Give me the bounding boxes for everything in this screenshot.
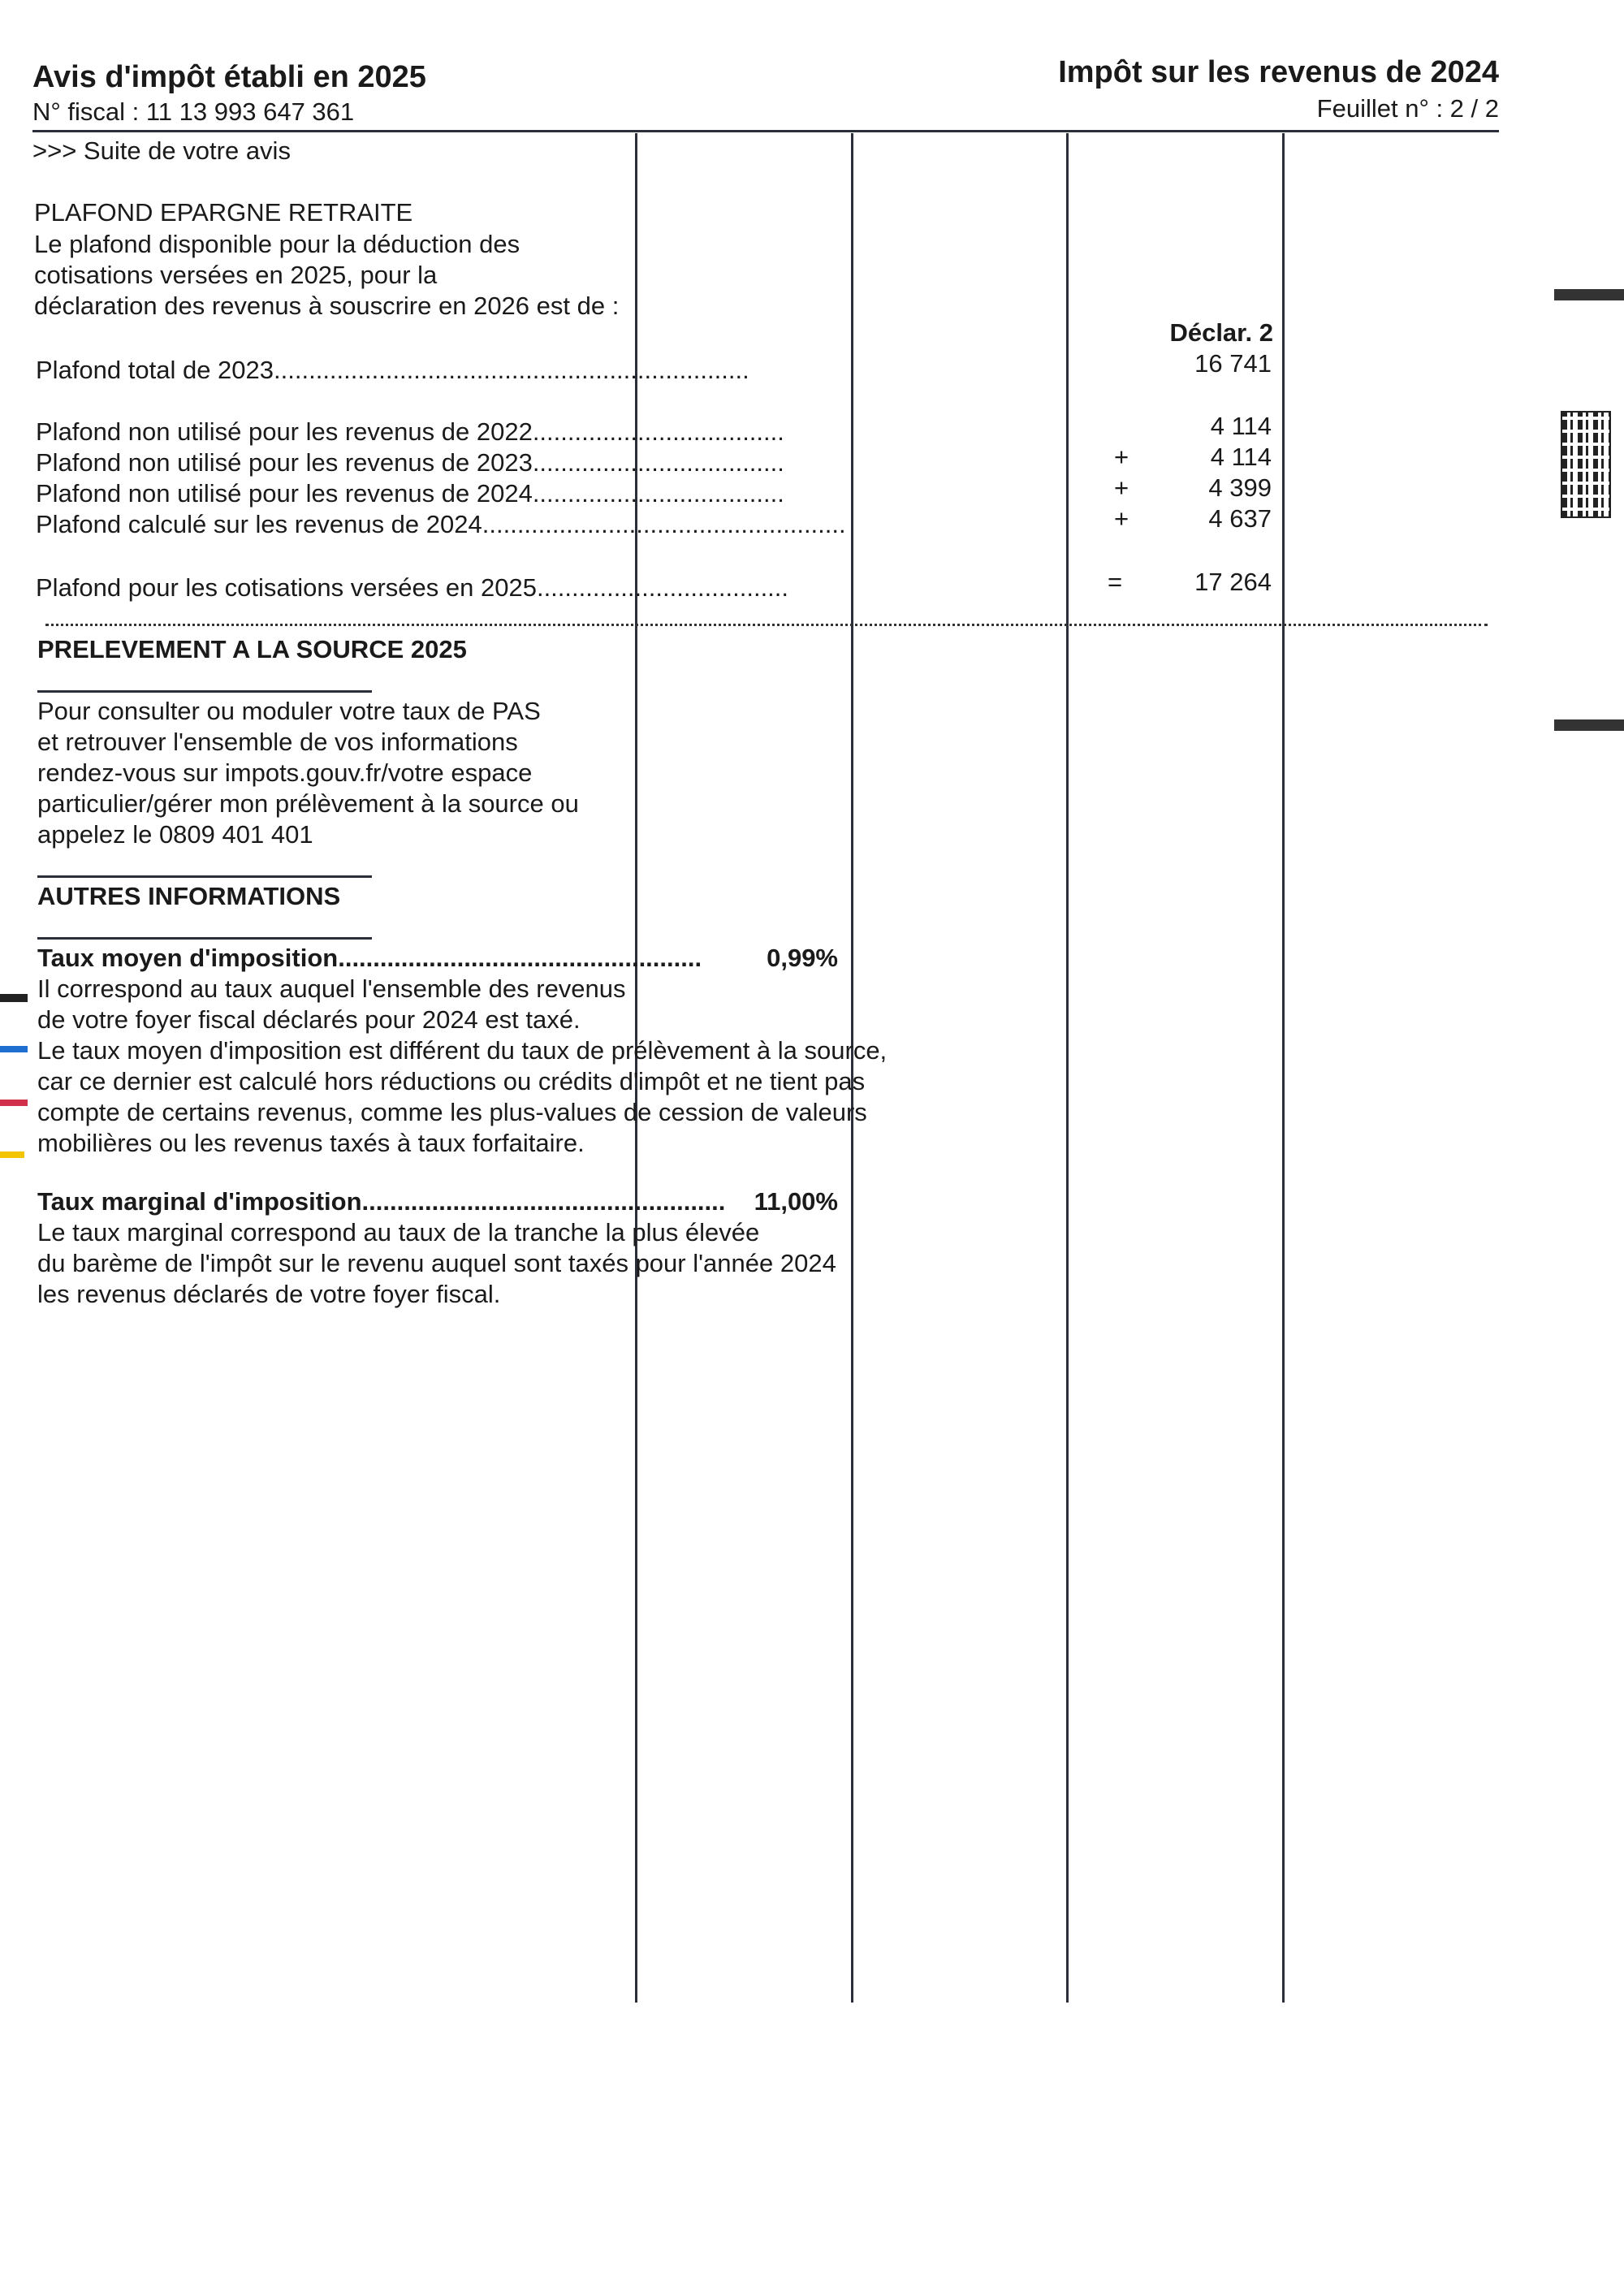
row-value-plafond-calcule: 4 637 [1208,504,1272,533]
row-label-plafond-cotisations: Plafond pour les cotisations versées en 2025.................................... [36,573,789,602]
right-registration-mark-top [1554,289,1624,300]
taux-marginal-line-2: du barème de l'impôt sur le revenu auquel sont taxés pour l'année 2024 [37,1249,836,1277]
autres-heading: AUTRES INFORMATIONS [37,882,341,910]
pas-heading: PRELEVEMENT A LA SOURCE 2025 [37,635,467,663]
autres-heading-rule [37,937,372,940]
taux-moyen-line-2: de votre foyer fiscal déclarés pour 2024 est taxé. [37,1005,581,1034]
row-op-plafond-cotisations: = [1107,568,1123,596]
taux-moyen-value: 0,99% [767,944,838,972]
row-value-non-utilise-2023: 4 114 [1210,443,1272,471]
row-value-plafond-cotisations: 17 264 [1194,568,1272,596]
row-label-plafond-calcule: Plafond calculé sur les revenus de 2024.................................................... [36,510,846,538]
row-op-non-utilise-2023: + [1113,443,1129,471]
taux-moyen-line-4: car ce dernier est calculé hors réductions ou crédits d'impôt et ne tient pas [37,1067,866,1095]
column-divider-4 [1282,133,1285,2003]
row-label-non-utilise-2023: Plafond non utilisé pour les revenus de 2023.................................... [36,448,784,477]
row-value-plafond-total: 16 741 [1194,349,1272,378]
row-label-non-utilise-2022: Plafond non utilisé pour les revenus de 2022.................................... [36,417,784,446]
taux-moyen-line-6: mobilières ou les revenus taxés à taux forfaitaire. [37,1129,585,1157]
autres-top-rule [37,875,372,878]
taux-marginal-line-3: les revenus déclarés de votre foyer fiscal. [37,1280,501,1308]
row-value-non-utilise-2022: 4 114 [1210,412,1272,440]
epargne-intro-line-3: déclaration des revenus à souscrire en 2026 est de : [34,292,620,320]
pas-line-4: particulier/gérer mon prélèvement à la source ou [37,789,579,818]
fiscal-number: N° fiscal : 11 13 993 647 361 [32,97,355,126]
edge-mark-black [0,994,28,1002]
taux-moyen-line-1: Il correspond au taux auquel l'ensemble des revenus [37,974,626,1003]
pas-line-3: rendez-vous sur impots.gouv.fr/votre espace [37,758,533,787]
row-label-non-utilise-2024: Plafond non utilisé pour les revenus de 2024.................................... [36,479,784,508]
edge-mark-red [0,1100,28,1106]
declar-column-header: Déclar. 2 [1169,318,1273,347]
pas-line-2: et retrouver l'ensemble de vos informations [37,728,518,756]
row-op-non-utilise-2024: + [1113,473,1129,502]
right-registration-mark-bottom [1554,719,1624,731]
row-op-plafond-calcule: + [1113,504,1129,533]
edge-mark-yellow [0,1151,24,1158]
epargne-heading: PLAFOND EPARGNE RETRAITE [34,198,413,227]
taux-moyen-line-3: Le taux moyen d'imposition est différent du taux de prélèvement à la source, [37,1036,888,1065]
row-value-non-utilise-2024: 4 399 [1208,473,1272,502]
taux-marginal-label: Taux marginal d'imposition.................................................... [37,1187,726,1216]
pas-line-5: appelez le 0809 401 401 [37,820,313,849]
taux-marginal-value: 11,00% [754,1187,838,1216]
pas-line-1: Pour consulter ou moduler votre taux de PAS [37,697,541,725]
epargne-intro-line-2: cotisations versées en 2025, pour la [34,261,438,289]
row-label-plafond-total: Plafond total de 2023.................................................................... [36,356,749,384]
taux-moyen-line-5: compte de certains revenus, comme les plus-values de cession de valeurs [37,1098,867,1126]
pas-heading-rule [37,690,372,693]
tax-year-title: Impôt sur les revenus de 2024 [1058,55,1499,89]
taux-marginal-line-1: Le taux marginal correspond au taux de la tranche la plus élevée [37,1218,760,1247]
epargne-intro-line-1: Le plafond disponible pour la déduction des [34,230,520,258]
header-rule [32,130,1499,132]
datamatrix-barcode-icon [1562,413,1609,516]
column-divider-3 [1066,133,1069,2003]
section-dotted-separator [45,624,1488,626]
taux-moyen-label: Taux moyen d'imposition.................................................... [37,944,702,972]
sheet-number: Feuillet n° : 2 / 2 [1316,94,1499,123]
continuation-text: >>> Suite de votre avis [32,136,291,165]
document-title: Avis d'impôt établi en 2025 [32,60,426,94]
edge-mark-blue [0,1046,28,1052]
